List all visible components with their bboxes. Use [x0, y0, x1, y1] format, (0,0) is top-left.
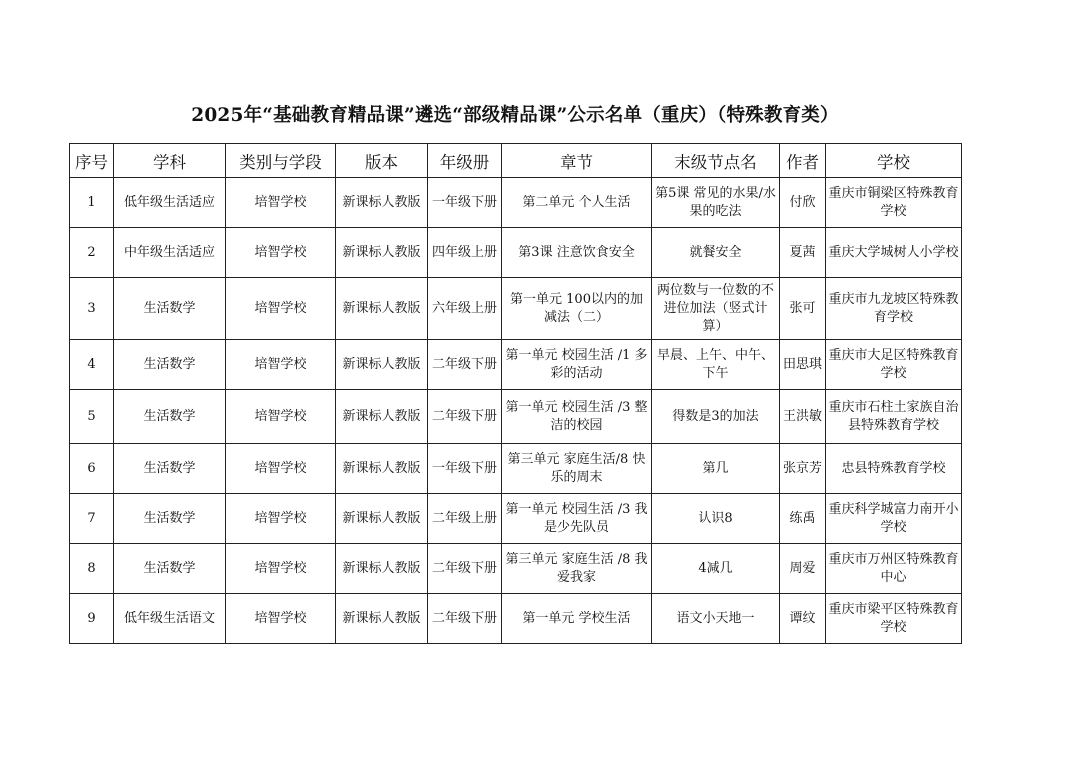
cell-grade: 二年级上册: [428, 494, 502, 544]
cell-grade: 二年级下册: [428, 594, 502, 644]
cell-node: 第5课 常见的水果/水果的吃法: [652, 178, 780, 228]
header-cell-subject: 学科: [114, 144, 226, 178]
cell-edition: 新课标人教版: [336, 340, 428, 390]
cell-grade: 一年级下册: [428, 178, 502, 228]
cell-author: 谭纹: [780, 594, 826, 644]
cell-subject: 生活数学: [114, 494, 226, 544]
cell-edition: 新课标人教版: [336, 390, 428, 444]
cell-category: 培智学校: [226, 494, 336, 544]
cell-school: 重庆市石柱土家族自治县特殊教育学校: [826, 390, 962, 444]
table-row: [70, 594, 962, 644]
header-cell-school: 学校: [826, 144, 962, 178]
header-cell-category: 类别与学段: [226, 144, 336, 178]
cell-subject: 生活数学: [114, 544, 226, 594]
header-cell-chapter: 章节: [502, 144, 652, 178]
header-cell-node: 末级节点名: [652, 144, 780, 178]
cell-node: 就餐安全: [652, 228, 780, 278]
cell-school: 重庆大学城树人小学校: [826, 228, 962, 278]
cell-no: 2: [70, 228, 114, 278]
cell-school: 重庆市万州区特殊教育中心: [826, 544, 962, 594]
table-row: [70, 340, 962, 390]
cell-no: 5: [70, 390, 114, 444]
cell-chapter: 第一单元 100以内的加减法（二）: [502, 278, 652, 340]
cell-school: 重庆市大足区特殊教育学校: [826, 340, 962, 390]
cell-edition: 新课标人教版: [336, 278, 428, 340]
cell-edition: 新课标人教版: [336, 494, 428, 544]
table-row: [70, 390, 962, 444]
cell-chapter: 第一单元 校园生活 /1 多彩的活动: [502, 340, 652, 390]
roster-table: [69, 143, 962, 644]
cell-no: 8: [70, 544, 114, 594]
cell-no: 1: [70, 178, 114, 228]
cell-node: 早晨、上午、中午、下午: [652, 340, 780, 390]
cell-category: 培智学校: [226, 228, 336, 278]
cell-school: 重庆市九龙坡区特殊教育学校: [826, 278, 962, 340]
table-row: [70, 494, 962, 544]
cell-node: 认识8: [652, 494, 780, 544]
cell-no: 4: [70, 340, 114, 390]
table-row: [70, 278, 962, 340]
cell-school: 重庆科学城富力南开小学校: [826, 494, 962, 544]
cell-category: 培智学校: [226, 178, 336, 228]
cell-school: 忠县特殊教育学校: [826, 444, 962, 494]
cell-author: 田思琪: [780, 340, 826, 390]
cell-grade: 一年级下册: [428, 444, 502, 494]
cell-node: 两位数与一位数的不进位加法（竖式计算）: [652, 278, 780, 340]
cell-grade: 二年级下册: [428, 340, 502, 390]
document-title: 2025年“基础教育精品课”遴选“部级精品课”公示名单（重庆）（特殊教育类）: [191, 105, 839, 126]
header-row: [70, 144, 962, 178]
cell-edition: 新课标人教版: [336, 544, 428, 594]
cell-node: 第几: [652, 444, 780, 494]
header-cell-author: 作者: [780, 144, 826, 178]
cell-author: 王洪敏: [780, 390, 826, 444]
cell-author: 张京芳: [780, 444, 826, 494]
header-cell-edition: 版本: [336, 144, 428, 178]
cell-chapter: 第一单元 校园生活 /3 我是少先队员: [502, 494, 652, 544]
cell-subject: 低年级生活适应: [114, 178, 226, 228]
cell-school: 重庆市梁平区特殊教育学校: [826, 594, 962, 644]
cell-no: 7: [70, 494, 114, 544]
cell-node: 得数是3的加法: [652, 390, 780, 444]
table-row: [70, 544, 962, 594]
cell-chapter: 第三单元 家庭生活/8 快乐的周末: [502, 444, 652, 494]
cell-subject: 中年级生活适应: [114, 228, 226, 278]
cell-grade: 二年级下册: [428, 544, 502, 594]
cell-node: 4减几: [652, 544, 780, 594]
cell-grade: 四年级上册: [428, 228, 502, 278]
cell-category: 培智学校: [226, 340, 336, 390]
cell-subject: 生活数学: [114, 444, 226, 494]
cell-subject: 生活数学: [114, 390, 226, 444]
cell-school: 重庆市铜梁区特殊教育学校: [826, 178, 962, 228]
cell-chapter: 第三单元 家庭生活 /8 我爱我家: [502, 544, 652, 594]
cell-category: 培智学校: [226, 544, 336, 594]
cell-author: 夏茜: [780, 228, 826, 278]
cell-grade: 六年级上册: [428, 278, 502, 340]
cell-author: 周爱: [780, 544, 826, 594]
cell-category: 培智学校: [226, 594, 336, 644]
cell-chapter: 第3课 注意饮食安全: [502, 228, 652, 278]
cell-subject: 低年级生活语文: [114, 594, 226, 644]
cell-chapter: 第一单元 学校生活: [502, 594, 652, 644]
cell-edition: 新课标人教版: [336, 178, 428, 228]
table-row: [70, 444, 962, 494]
header-cell-no: 序号: [70, 144, 114, 178]
table-row: [70, 228, 962, 278]
cell-subject: 生活数学: [114, 278, 226, 340]
cell-grade: 二年级下册: [428, 390, 502, 444]
cell-node: 语文小天地一: [652, 594, 780, 644]
cell-edition: 新课标人教版: [336, 444, 428, 494]
cell-edition: 新课标人教版: [336, 228, 428, 278]
cell-no: 9: [70, 594, 114, 644]
table-row: [70, 178, 962, 228]
cell-category: 培智学校: [226, 444, 336, 494]
cell-category: 培智学校: [226, 390, 336, 444]
cell-edition: 新课标人教版: [336, 594, 428, 644]
cell-subject: 生活数学: [114, 340, 226, 390]
cell-author: 付欣: [780, 178, 826, 228]
cell-author: 张可: [780, 278, 826, 340]
cell-category: 培智学校: [226, 278, 336, 340]
cell-author: 练禹: [780, 494, 826, 544]
cell-chapter: 第一单元 校园生活 /3 整洁的校园: [502, 390, 652, 444]
cell-chapter: 第二单元 个人生活: [502, 178, 652, 228]
cell-no: 3: [70, 278, 114, 340]
header-cell-grade: 年级册: [428, 144, 502, 178]
cell-no: 6: [70, 444, 114, 494]
